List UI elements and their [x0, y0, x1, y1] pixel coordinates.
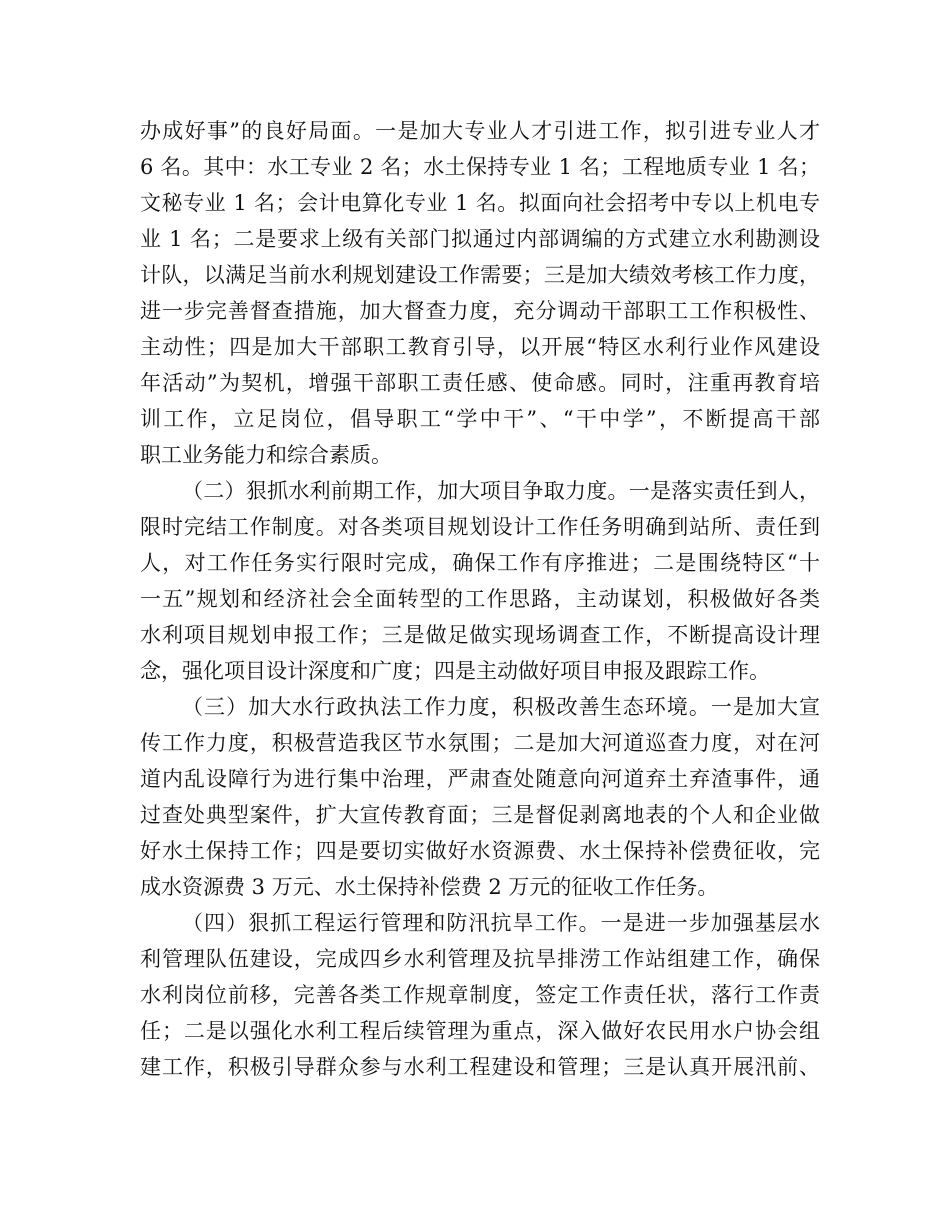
text-line: 限时完结工作制度。对各类项目规划设计工作任务明确到站所、责任到: [140, 515, 820, 539]
text-line: 办成好事”的良好局面。一是加大专业人才引进工作，拟引进专业人才: [140, 119, 820, 143]
text-line: 过查处典型案件，扩大宣传教育面；三是督促剥离地表的个人和企业做: [140, 803, 820, 827]
text-line: 念，强化项目设计深度和广度；四是主动做好项目申报及跟踪工作。: [140, 659, 770, 683]
text-line: 文秘专业 1 名；会计电算化专业 1 名。拟面向社会招考中专以上机电专: [140, 191, 820, 215]
text-line: 利管理队伍建设，完成四乡水利管理及抗旱排涝工作站组建工作，确保: [140, 947, 820, 971]
text-line: 水利项目规划申报工作；三是做足做实现场调查工作，不断提高设计理: [140, 623, 820, 647]
text-line: 年活动”为契机，增强干部职工责任感、使命感。同时，注重再教育培: [140, 371, 820, 395]
text-line: 建工作，积极引导群众参与水利工程建设和管理；三是认真开展汛前、: [140, 1055, 820, 1079]
text-line: 成水资源费 3 万元、水土保持补偿费 2 万元的征收工作任务。: [140, 875, 719, 899]
text-line: 主动性；四是加大干部职工教育引导，以开展“特区水利行业作风建设: [140, 335, 820, 359]
text-line: 任；二是以强化水利工程后续管理为重点，深入做好农民用水户协会组: [140, 1019, 820, 1043]
text-line: 计队，以满足当前水利规划建设工作需要；三是加大绩效考核工作力度，: [140, 263, 820, 287]
text-line: 业 1 名；二是要求上级有关部门拟通过内部调编的方式建立水利勘测设: [140, 227, 820, 251]
text-line: 人，对工作任务实行限时完成，确保工作有序推进；二是围绕特区“十: [140, 551, 820, 575]
text-line: 好水土保持工作；四是要切实做好水资源费、水土保持补偿费征收，完: [140, 839, 820, 863]
paragraph-heading-line: （四）狠抓工程运行管理和防汛抗旱工作。一是进一步加强基层水: [182, 911, 820, 935]
text-line: 职工业务能力和综合素质。: [140, 443, 392, 467]
text-line: 水利岗位前移，完善各类工作规章制度，签定工作责任状，落行工作责: [140, 983, 820, 1007]
paragraph-heading-line: （二）狠抓水利前期工作，加大项目争取力度。一是落实责任到人，: [182, 479, 820, 503]
text-line: 一五”规划和经济社会全面转型的工作思路，主动谋划，积极做好各类: [140, 587, 820, 611]
text-line: 进一步完善督查措施，加大督查力度，充分调动干部职工工作积极性、: [140, 299, 820, 323]
text-line: 道内乱设障行为进行集中治理，严肃查处随意向河道弃土弃渣事件，通: [140, 767, 820, 791]
paragraph-heading-line: （三）加大水行政执法工作力度，积极改善生态环境。一是加大宣: [182, 695, 820, 719]
text-line: 训工作，立足岗位，倡导职工“学中干”、“干中学”，不断提高干部: [140, 407, 820, 431]
text-line: 6 名。其中：水工专业 2 名；水土保持专业 1 名；工程地质专业 1 名；: [140, 155, 820, 179]
text-line: 传工作力度，积极营造我区节水氛围；二是加大河道巡查力度，对在河: [140, 731, 820, 755]
